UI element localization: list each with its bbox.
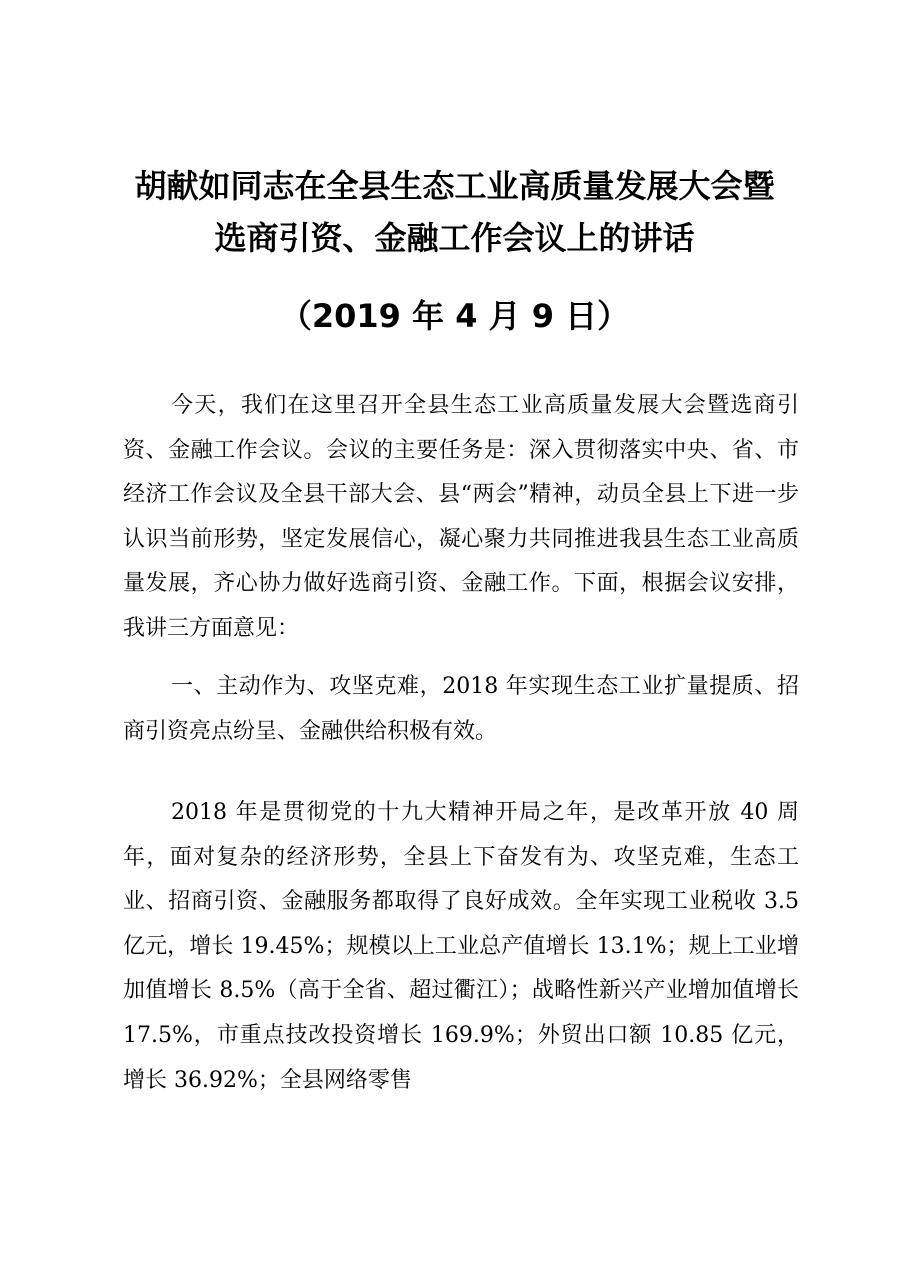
- paragraph-achievements: 2018 年是贯彻党的十九大精神开局之年，是改革开放 40 周年，面对复杂的经济形势，全县上下奋发有为、攻坚克难，生态工业、招商引资、金融服务都取得了良好成效。全年实现工业税收 3.5 亿元，增长 19.45%；规模以上工业总产值增长 13.1%；规上工业增加值增长 8.5%（高于全省、超过衢江）；战略性新兴产业增加值增长 17.5%，市重点技改投资增长 169.9%；外贸出口额 10.85 亿元，增长 36.92%；全县网络零售: [123, 800, 799, 1093]
- document-date: （2019 年 4 月 9 日）: [279, 297, 630, 335]
- paragraph-section-heading: 一、主动作为、攻坚克难，2018 年实现生态工业扩量提质、招商引资亮点纷呈、金融供给积极有效。: [123, 674, 799, 744]
- document-title-line-1: 胡献如同志在全县生态工业高质量发展大会暨: [134, 167, 775, 205]
- document-title-line-2: 选商引资、金融工作会议上的讲话: [214, 219, 695, 257]
- paragraph-intro: 今天，我们在这里召开全县生态工业高质量发展大会暨选商引资、金融工作会议。会议的主要任务是：深入贯彻落实中央、省、市经济工作会议及全县干部大会、县“两会”精神，动员全县上下进一步认识当前形势，坚定发展信心，凝心聚力共同推进我县生态工业高质量发展，齐心协力做好选商引资、金融工作。下面，根据会议安排，我讲三方面意见：: [123, 393, 799, 641]
